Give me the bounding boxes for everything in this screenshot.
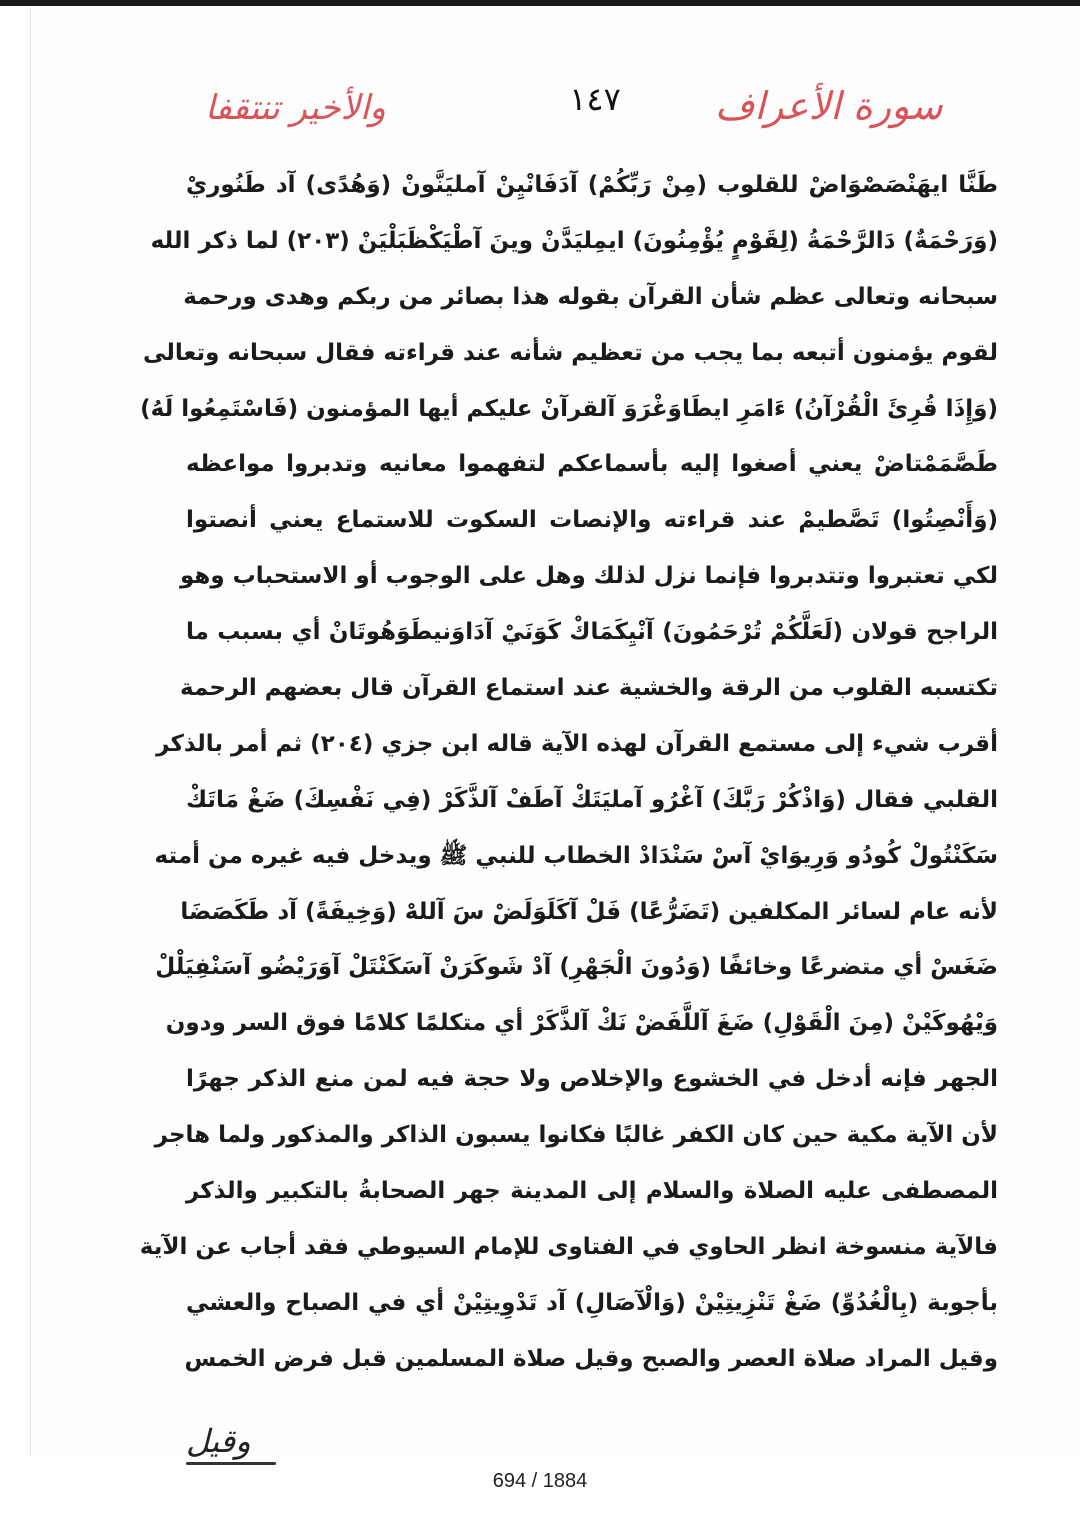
text-line: الراجح قولان (لَعَلَّكُمْ تُرْحَمُونَ) آنْيِكَمَاكْ كَوَنَيْ آدَاوَنيطَوَهُوتَانْ أي بسبب ما xyxy=(186,619,998,646)
text-line: سَكَنْتُولْ كُودُو وَرِيوَايْ آسْ سَنْدَادْ الخطاب للنبي ﷺ ويدخل فيه غيره من أمته xyxy=(154,842,998,869)
header-page-number: ١٤٧ xyxy=(569,80,621,118)
text-line: طَنَّا ايهَنْصَصْوَاضْ للقلوب (مِنْ رَبِّكُمْ) آدَفَانْيِنْ آمليَنَّونْ (وَهُدًى) آد طَنُوريْ xyxy=(186,172,998,198)
catchword: وقيل xyxy=(186,1422,251,1460)
page-header xyxy=(0,0,1080,150)
text-line: طَصَّمَمْتاضْ يعني أصغوا إليه بأسماعكم لتفهموا معانيه وتدبروا مواعظه xyxy=(186,451,998,478)
text-line: وقيل المراد صلاة العصر والصبح وقيل صلاة المسلمين قبل فرض الخمس xyxy=(184,1345,998,1372)
text-line: (وَرَحْمَةٌ) دَالرَّحْمَةُ (لِقَوْمٍ يُؤْمِنُونَ) ايمِليَدَّنْ وينَ آطْيَكْظَبَلْيَنْ (٢٠٣) لما ذكر الله xyxy=(150,227,998,254)
text-line: فالآية منسوخة انظر الحاوي في الفتاوى للإمام السيوطي فقد أجاب عن الآية xyxy=(139,1233,998,1260)
text-line: سبحانه وتعالى عظم شأن القرآن بقوله هذا بصائر من ربكم وهدى ورحمة xyxy=(183,283,998,310)
text-line: (وَإِذَا قُرِئَ الْقُرْآنُ) ءَامَرِ ايطَاوَغْرَوَ آلقرآنْ عليكم أيها المؤمنون (فَاسْتَمِعُوا لَهُ) xyxy=(140,395,998,422)
text-line: لقوم يؤمنون أتبعه بما يجب من تعظيم شأنه عند قراءته فقال سبحانه وتعالى xyxy=(142,339,998,366)
text-line: (وَأَنْصِتُوا) تَصَّطيمْ عند قراءته والإنصات السكوت للاستماع يعني أنصتوا xyxy=(186,507,998,534)
text-line: لكي تعتبروا وتتدبروا فإنما نزل لذلك وهل على الوجوب أو الاستحباب وهو xyxy=(179,563,998,590)
text-line: القلبي فقال (وَاذْكُرْ رَبَّكَ) آغْرُو آمليَتَكْ آطَفْ آلذَّكَرْ (فِي نَفْسِكَ) ضَغْ مَاتَكْ xyxy=(186,786,998,813)
text-line: لأنه عام لسائر المكلفين (تَضَرُّعًا) فَلْ آكَلَوَلَضْ سَ آللهْ (وَخِيفَةً) آد طَكَصَضَا xyxy=(180,898,998,925)
text-line: المصطفى عليه الصلاة والسلام إلى المدينة جهر الصحابةُ بالتكبير والذكر xyxy=(186,1178,998,1205)
text-line: أقرب شيء إلى مستمع القرآن لهذه الآية قاله ابن جزي (٢٠٤) ثم أمر بالذكر xyxy=(156,730,998,757)
text-line: ضَغَسْ أي متضرعًا وخائفًا (وَدُونَ الْجَهْرِ) آدْ شَوكَرَنْ آسَكَنْتَلْ آوَرَيْضُو آسَنْفِيَلْلْ xyxy=(155,954,998,981)
catchword-underline xyxy=(186,1462,276,1465)
header-margin-note: والأخير تنتقفا xyxy=(205,88,386,128)
page-indicator: 694 / 1884 xyxy=(492,1470,588,1492)
text-line: الجهر فإنه أدخل في الخشوع والإخلاص ولا حجة فيه لمن منع الذكر جهرًا xyxy=(186,1066,998,1093)
text-line: لأن الآية مكية حين كان الكفر غالبًا فكانوا يسبون الذاكر والمذكور ولما هاجر xyxy=(154,1122,998,1149)
text-line: تكتسبه القلوب من الرقة والخشية عند استماع القرآن قال بعضهم الرحمة xyxy=(180,675,998,702)
header-surah-title: سورة الأعراف xyxy=(715,84,943,128)
text-line: بأجوبة (بِالْغُدُوِّ) ضَغْ تَنْزِيتِيْنْ (وَالْآصَالِ) آد تَدْوِيتِيْنْ أي في الصباح والعشي xyxy=(186,1289,998,1316)
body-text-block xyxy=(139,158,998,1388)
text-line: وَيْهُوكَيْنْ (مِنَ الْقَوْلِ) ضَغَ آللَّفَضْ نَكْ آلذَّكَرْ أي متكلمًا كلامًا فوق السر ودون xyxy=(165,1010,998,1037)
